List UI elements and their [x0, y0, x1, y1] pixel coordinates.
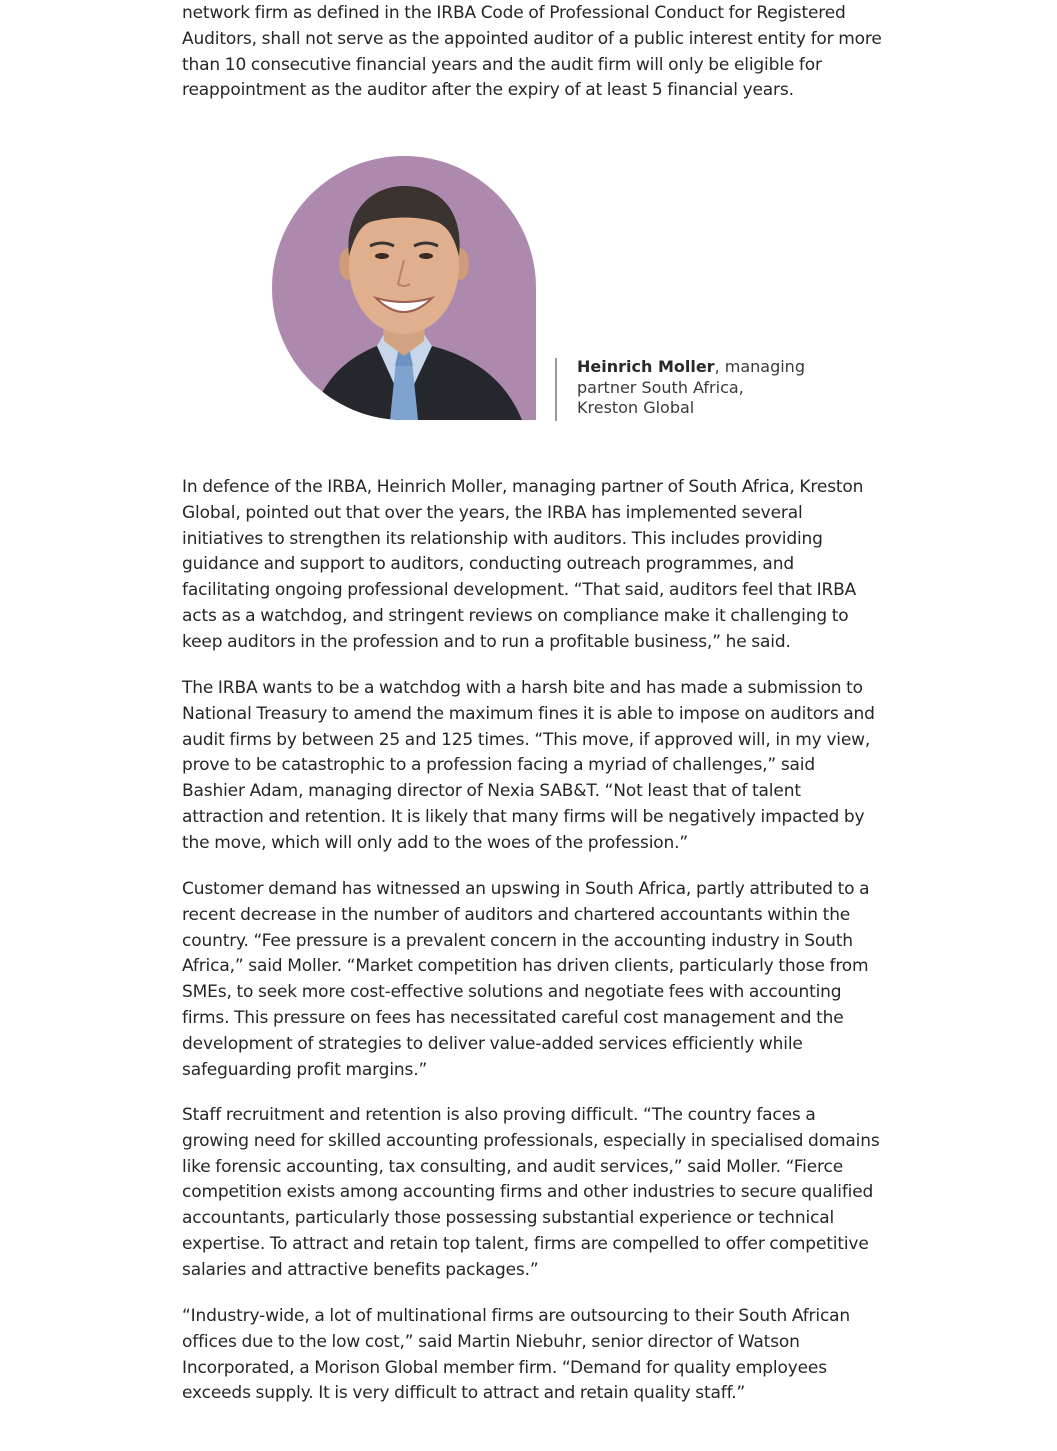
portrait-caption — [577, 357, 807, 419]
caption-name: Heinrich Moller — [577, 357, 715, 376]
paragraph: In defence of the IRBA, Heinrich Moller, managing partner of South Africa, Kreston Global, pointed out that over the years, the IRBA has implemented several initiatives to strengthen its relationship with auditors. This includes providing guidance and support to auditors, conducting outreach programmes, and facilitating ongoing professional development. “That said, auditors feel that IRBA acts as a watchdog, and stringent reviews on compliance make it challenging to keep auditors in the profession and to run a profitable business,” he said. — [182, 477, 864, 652]
paragraph: “Industry-wide, a lot of multinational firms are outsourcing to their South African offices due to the low cost,” said Martin Niebuhr, senior director of Watson Incorporated, a Morison Global member firm. “Demand for quality employees exceeds supply. It is very difficult to attract and retain quality staff.” — [182, 1306, 851, 1404]
intro-paragraph: network firm as defined in the IRBA Code of Professional Conduct for Registered Auditors, shall not serve as the appointed auditor of a public interest entity for more than 10 consecutive financial years and the audit firm will only be eligible for reappointment as the auditor after the expiry of at least 5 financial years. — [182, 3, 882, 101]
paragraph: The IRBA wants to be a watchdog with a harsh bite and has made a submission to National Treasury to amend the maximum fines it is able to impose on auditors and audit firms by between 25 and 125 times. “This move, if approved will, in my view, prove to be catastrophic to a profession facing a myriad of challenges,” said Bashier Adam, managing director of Nexia SAB&T. “Not least that of talent attraction and retention. It is likely that many firms will be negatively impacted by the move, which will only add to the woes of the profession.” — [182, 678, 875, 853]
caption-role: , managing partner South Africa, Kreston Global — [577, 357, 805, 418]
portrait-photo — [272, 156, 536, 420]
caption-divider — [555, 358, 557, 421]
portrait-figure — [182, 150, 882, 425]
paragraph: Customer demand has witnessed an upswing in South Africa, partly attributed to a recent decrease in the number of auditors and chartered accountants within the country. “Fee pressure is a prevalent concern in the accounting industry in South Africa,” said Moller. “Market competition has driven clients, particularly those from SMEs, to seek more cost-effective solutions and negotiate fees with accounting firms. This pressure on fees has necessitated careful cost management and the development of strategies to deliver value-added services efficiently while safeguarding profit margins.” — [182, 879, 870, 1080]
paragraph: Staff recruitment and retention is also proving difficult. “The country faces a growing need for skilled accounting professionals, especially in specialised domains like forensic accounting, tax consulting, and audit services,” said Moller. “Fierce competition exists among accounting firms and other industries to secure qualified accountants, particularly those possessing substantial experience or technical expertise. To attract and retain top talent, firms are compelled to offer competitive salaries and attractive benefits packages.” — [182, 1105, 880, 1280]
